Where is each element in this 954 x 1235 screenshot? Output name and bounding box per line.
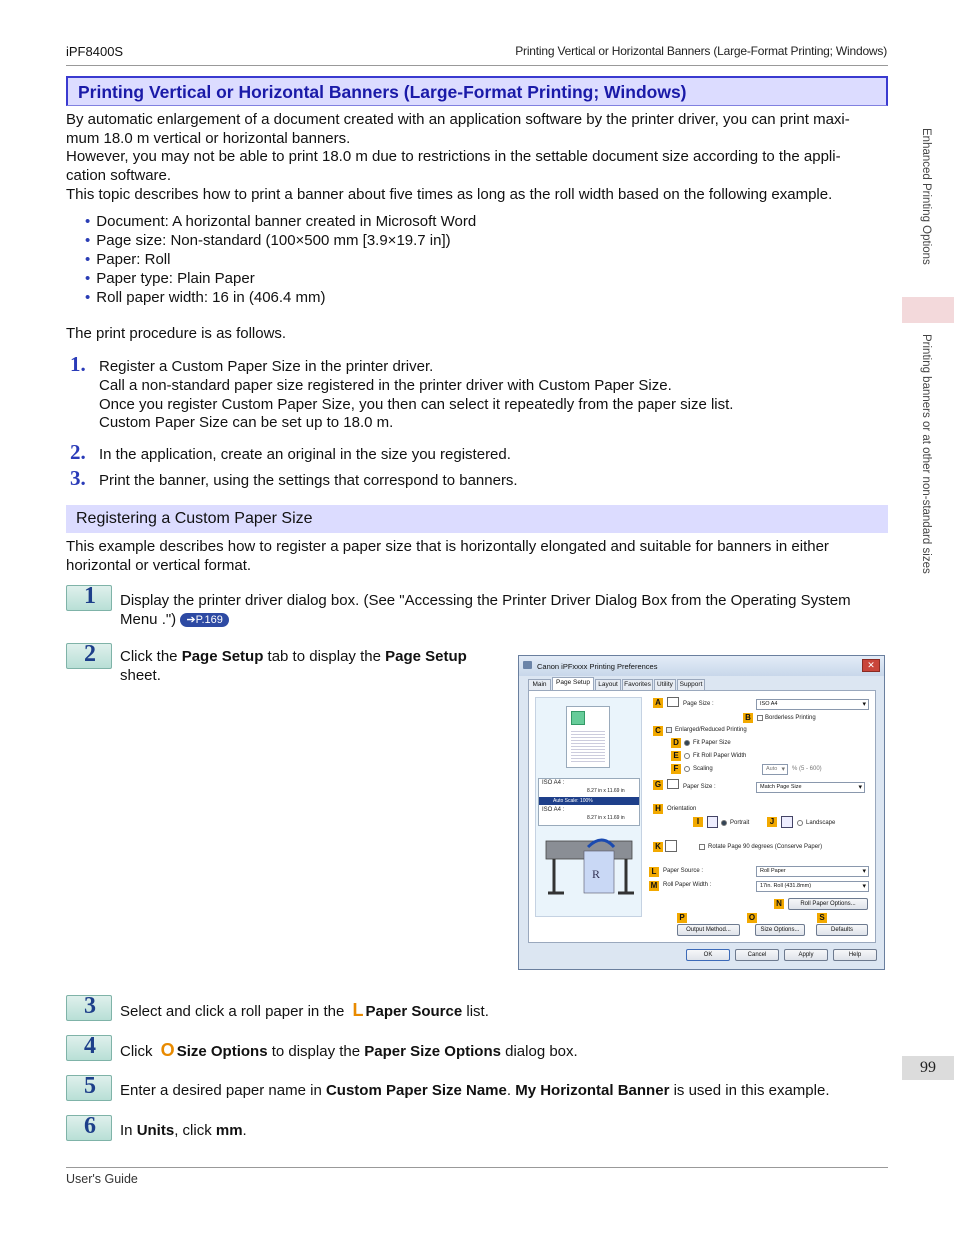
step-6-text: In Units, click mm. xyxy=(120,1122,247,1139)
tab-support[interactable]: Support xyxy=(677,679,705,691)
intro-line-2a: However, you may not be able to print 18.0 m due to restrictions in the settable document size according to the appli- xyxy=(66,148,841,165)
ok-button[interactable]: OK xyxy=(686,949,730,961)
scaling-input[interactable]: Auto ▾ xyxy=(762,764,788,775)
preview-top-size: 8.27 in x 11.69 in xyxy=(587,788,625,794)
scaling-radio[interactable] xyxy=(684,766,690,772)
tab-favorites[interactable]: Favorites xyxy=(622,679,653,691)
header-divider xyxy=(66,65,888,66)
preview-bottom-label: ISO A4 : xyxy=(542,807,565,813)
page-reference-link[interactable]: ➔P.169 xyxy=(180,613,229,627)
step-number-badge: 1 xyxy=(66,585,112,611)
landscape-label: Landscape xyxy=(806,820,836,826)
list-item: • Paper type: Plain Paper xyxy=(85,270,255,287)
marker-e: E xyxy=(671,751,681,761)
marker-i: I xyxy=(693,817,703,827)
tab-utility[interactable]: Utility xyxy=(654,679,676,691)
fit-roll-label: Fit Roll Paper Width xyxy=(693,753,747,759)
bullet-icon: • xyxy=(85,232,91,249)
close-icon[interactable]: ✕ xyxy=(862,659,880,672)
subsection-title: Registering a Custom Paper Size xyxy=(76,510,313,527)
footer-label: User's Guide xyxy=(66,1172,138,1186)
list-item: • Paper: Roll xyxy=(85,251,171,268)
tab-layout[interactable]: Layout xyxy=(595,679,621,691)
marker-h: H xyxy=(653,804,663,814)
subsection-desc-b: horizontal or vertical format. xyxy=(66,557,252,574)
footer-divider xyxy=(66,1167,888,1168)
rotate-label: Rotate Page 90 degrees (Conserve Paper) xyxy=(708,844,823,850)
page-size-label: Page Size : xyxy=(683,701,714,707)
header-model: iPF8400S xyxy=(66,44,124,59)
step-1-text-a: Display the printer driver dialog box. (See "Accessing the Printer Driver Dialog Box from the Operating System xyxy=(120,592,851,609)
step-number-badge: 3 xyxy=(66,995,112,1021)
procedure-line: Custom Paper Size can be set up to 18.0 m. xyxy=(99,414,394,431)
roll-paper-options-button[interactable]: Roll Paper Options... xyxy=(788,898,868,910)
header-section: Printing Vertical or Horizontal Banners (Large-Format Printing; Windows) xyxy=(515,44,887,58)
marker-l-ref: L xyxy=(352,1000,364,1020)
paper-size-label: Paper Size : xyxy=(683,784,716,790)
intro-line-1a: By automatic enlargement of a document created with an application software by the printer driver, you can print maxi- xyxy=(66,111,850,128)
help-button[interactable]: Help xyxy=(833,949,877,961)
subsection-title-bar xyxy=(66,505,888,533)
procedure-intro: The print procedure is as follows. xyxy=(66,325,287,342)
bullet-icon: • xyxy=(85,213,91,230)
fit-paper-label: Fit Paper Size xyxy=(693,740,731,746)
step-number-badge: 5 xyxy=(66,1075,112,1101)
step-number-badge: 4 xyxy=(66,1035,112,1061)
page-title: Printing Vertical or Horizontal Banners (Large-Format Printing; Windows) xyxy=(78,82,687,102)
rotate-icon xyxy=(665,840,677,852)
preview-bottom-size: 8.27 in x 11.69 in xyxy=(587,815,625,821)
paper-source-label: Paper Source : xyxy=(663,868,704,874)
marker-l: L xyxy=(649,867,659,877)
tab-main[interactable]: Main xyxy=(528,679,551,691)
marker-m: M xyxy=(650,881,658,890)
step-number-badge: 6 xyxy=(66,1115,112,1141)
procedure-line: Register a Custom Paper Size in the printer driver. xyxy=(99,358,434,375)
marker-b: B xyxy=(743,713,753,723)
page-size-select[interactable]: ISO A4 ▾ xyxy=(756,699,869,710)
step-2-text: Click the Page Setup tab to display the Page Setup xyxy=(120,648,467,665)
dialog-title: Canon iPFxxxx Printing Preferences xyxy=(537,662,658,671)
marker-n: N xyxy=(774,899,784,909)
marker-j: J xyxy=(767,817,777,827)
procedure-number: 3. xyxy=(70,466,86,490)
page-size-icon xyxy=(667,697,679,707)
procedure-number: 2. xyxy=(70,440,86,464)
scaling-range: % (5 - 600) xyxy=(792,766,822,772)
step-5-text: Enter a desired paper name in Custom Paper Size Name. My Horizontal Banner is used in this example. xyxy=(120,1082,830,1099)
procedure-line: Call a non-standard paper size registered in the printer driver with Custom Paper Size. xyxy=(99,377,672,394)
side-topic-label: Printing banners or at other non-standard sizes xyxy=(920,334,932,574)
marker-o: O xyxy=(748,913,756,922)
side-topic-marker xyxy=(902,297,954,323)
marker-k: K xyxy=(653,842,663,852)
preview-top-label: ISO A4 : xyxy=(542,780,565,786)
intro-line-2b: cation software. xyxy=(66,167,172,184)
tab-page-setup[interactable]: Page Setup xyxy=(552,677,594,691)
defaults-button[interactable]: Defaults xyxy=(816,924,868,936)
fit-roll-radio[interactable] xyxy=(684,753,690,759)
paper-size-icon xyxy=(667,779,679,789)
output-method-button[interactable]: Output Method... xyxy=(677,924,740,936)
bullet-icon: • xyxy=(85,251,91,268)
list-item: • Page size: Non-standard (100×500 mm [3.9×19.7 in]) xyxy=(85,232,451,249)
landscape-icon xyxy=(781,816,793,828)
page-preview xyxy=(566,706,610,768)
side-chapter-label: Enhanced Printing Options xyxy=(920,128,932,265)
procedure-line: Print the banner, using the settings that correspond to banners. xyxy=(99,472,518,489)
step-1-text-b: Menu .") ➔P.169 xyxy=(120,610,229,629)
borderless-checkbox[interactable] xyxy=(757,715,763,721)
step-4-text: Click O Size Options to display the Paper Size Options dialog box. xyxy=(120,1040,578,1060)
logo-thumbnail xyxy=(571,711,585,725)
apply-button[interactable]: Apply xyxy=(784,949,828,961)
procedure-number: 1. xyxy=(70,352,86,376)
bullet-icon: • xyxy=(85,289,91,306)
marker-f: F xyxy=(671,764,681,774)
subsection-desc-a: This example describes how to register a paper size that is horizontally elongated and suitable for banners in either xyxy=(66,538,829,555)
marker-c: C xyxy=(653,726,663,736)
fit-paper-radio[interactable] xyxy=(684,740,690,746)
page-title-bar xyxy=(66,76,888,106)
step-3-text: Select and click a roll paper in the L Paper Source list. xyxy=(120,1000,489,1020)
marker-s: S xyxy=(817,913,827,923)
enlarged-checkbox[interactable] xyxy=(666,727,672,733)
list-item: • Roll paper width: 16 in (406.4 mm) xyxy=(85,289,326,306)
paper-size-select[interactable]: Match Page Size ▾ xyxy=(756,782,865,793)
cancel-button[interactable]: Cancel xyxy=(735,949,779,961)
intro-line-3: This topic describes how to print a banner about five times as long as the roll width based on the following example. xyxy=(66,186,833,203)
layout-preview xyxy=(535,697,642,917)
dialog-title-bar xyxy=(519,656,884,676)
marker-p: P xyxy=(677,913,687,923)
printing-preferences-dialog xyxy=(518,655,885,970)
procedure-line: In the application, create an original in the size you registered. xyxy=(99,446,511,463)
printer-illustration xyxy=(544,833,636,903)
printer-icon xyxy=(523,661,532,669)
marker-o-ref: O xyxy=(160,1040,175,1060)
portrait-radio[interactable] xyxy=(721,820,727,826)
portrait-label: Portrait xyxy=(730,820,750,826)
rotate-checkbox[interactable] xyxy=(699,844,705,850)
paper-source-select[interactable]: Roll Paper ▾ xyxy=(756,866,869,877)
portrait-icon xyxy=(707,816,718,828)
list-item: • Document: A horizontal banner created in Microsoft Word xyxy=(85,213,477,230)
size-info-box xyxy=(538,778,640,826)
orientation-label: Orientation xyxy=(667,806,697,812)
borderless-label: Borderless Printing xyxy=(765,715,816,721)
page-number: 99 xyxy=(902,1056,954,1080)
marker-g: G xyxy=(654,780,662,789)
procedure-line: Once you register Custom Paper Size, you then can select it repeatedly from the paper size list. xyxy=(99,396,734,413)
step-number-badge: 2 xyxy=(66,643,112,669)
roll-width-select[interactable]: 17in. Roll (431.8mm) ▾ xyxy=(756,881,869,892)
landscape-radio[interactable] xyxy=(797,820,803,826)
size-options-button[interactable]: Size Options... xyxy=(755,924,805,936)
marker-d: D xyxy=(671,738,681,748)
preview-scale: Auto Scale: 100% xyxy=(539,797,639,805)
roll-width-label: Roll Paper Width : xyxy=(663,882,712,888)
enlarged-label: Enlarged/Reduced Printing xyxy=(675,727,747,733)
intro-line-1b: mum 18.0 m vertical or horizontal banners. xyxy=(66,130,351,147)
text-lines xyxy=(571,729,605,763)
scaling-label: Scaling xyxy=(693,766,713,772)
step-2-text-b: sheet. xyxy=(120,667,161,684)
svg-text:R: R xyxy=(592,867,601,881)
bullet-icon: • xyxy=(85,270,91,287)
marker-a: A xyxy=(653,698,663,708)
